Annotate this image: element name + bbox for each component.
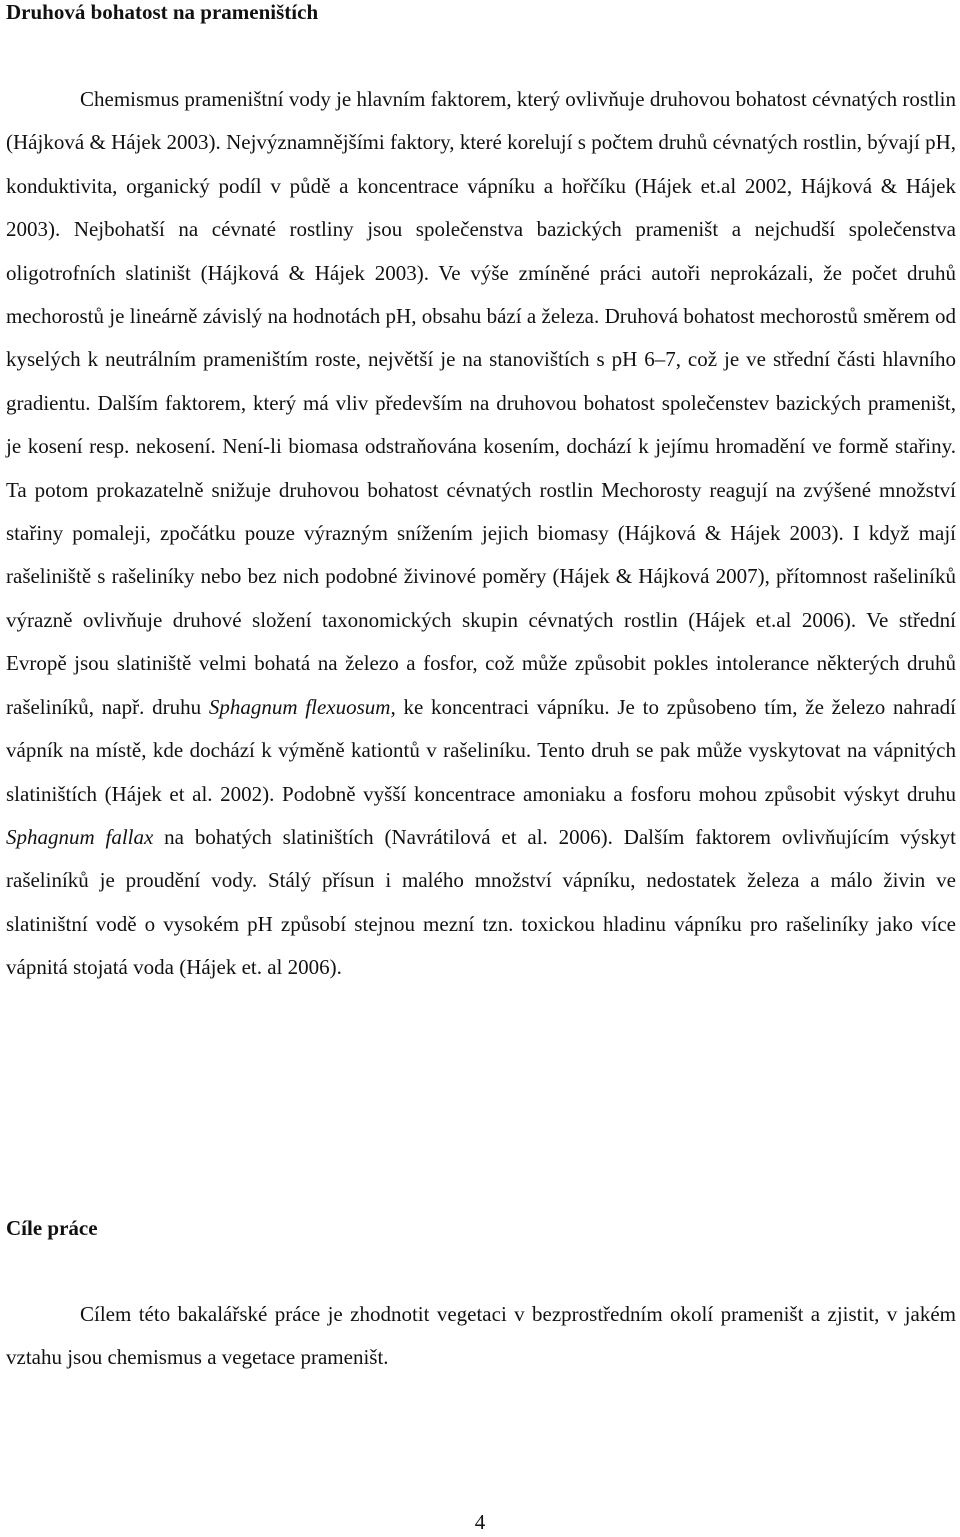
species-name-italic: Sphagnum flexuosum, [208,694,396,719]
text-run: Chemismus prameništní vody je hlavním faktorem, který ovlivňuje druhovou bohatost cévnatých rostlin (Hájková & Hájek 2003). Nejvýznamnějšími faktory, které korelují s počtem druhů cévnatých rostlin, bývají pH, konduktivita, organický podíl v půdě a koncentrace vápníku a hořčíku (Hájek et.al 2002, Hájková & Hájek 2003). Nejbohatší na cévnaté rostliny jsou společenstva bazických prameništ a nejchudší společenstva oligotrofních slatiništ (Hájková & Hájek 2003). Ve výše zmíněné práci autoři neprokázali, že počet druhů mechorostů je lineárně závislý na hodnotách pH, obsahu bází a železa. Druhová bohatost mechorostů směrem od kyselých k neutrálním prameništím roste, největší je na stanovištích s pH 6–7, což je ve střední části hlavního gradientu. Dalším faktorem, který má vliv především na druhovou bohatost společenstev bazických prameništ, je kosení resp. nekosení. Není-li biomasa odstraňována kosením, dochází k jejímu hromadění ve formě stařiny. Ta potom prokazatelně snižuje druhovou bohatost cévnatých rostlin Mechorosty reagují na zvýšené množství stařiny pomaleji, zpočátku pouze výrazným snížením jejich biomasy (Hájková & Hájek 2003). I když mají rašeliniště s rašeliníky nebo bez nich podobné živinové poměry (Hájek & Hájková 2007), přítomnost rašeliníků výrazně ovlivňuje druhové složení taxonomických skupin cévnatých rostlin (Hájek et.al 2006). Ve střední Evropě jsou slatiniště velmi bohatá na železo a fosfor, což může způsobit pokles intolerance některých druhů rašeliníků, např. druhu [6,87,957,719]
body-paragraph-thesis-goals: Cílem této bakalářské práce je zhodnotit vegetaci v bezprostředním okolí prameništ a zjistit, v jakém vztahu jsou chemismus a vegetace prameništ. [6,1302,956,1370]
text-run: na bohatých slatiništích (Navrátilová et al. 2006). Dalším faktorem ovlivňujícím výskyt rašeliníků je proudění vody. Stálý přísun i malého množství vápníku, nedostatek železa a málo živin ve slatiništní vodě o vysokém pH způsobí stejnou mezní tzn. toxickou hladinu vápníku pro rašeliníky jako více vápnitá stojatá voda (Hájek et. al 2006). [6,824,956,980]
section-heading-species-richness: Druhová bohatost na prameništích [6,0,319,24]
species-name-italic: Sphagnum fallax [6,824,154,849]
section-heading-thesis-goals: Cíle práce [6,1216,98,1240]
body-paragraph-species-richness [6,78,956,990]
text-run: ke koncentraci vápníku. Je to způsobeno tím, že železo nahradí vápník na místě, kde dochází k výměně kationtů v rašeliníku. Tento druh se pak může vyskytovat na vápnitých slatiništích (Hájek et al. 2002). Podobně vyšší koncentrace amoniaku a fosforu mohou způsobit výskyt druhu [6,694,956,806]
page-number: 4 [474,1510,486,1534]
